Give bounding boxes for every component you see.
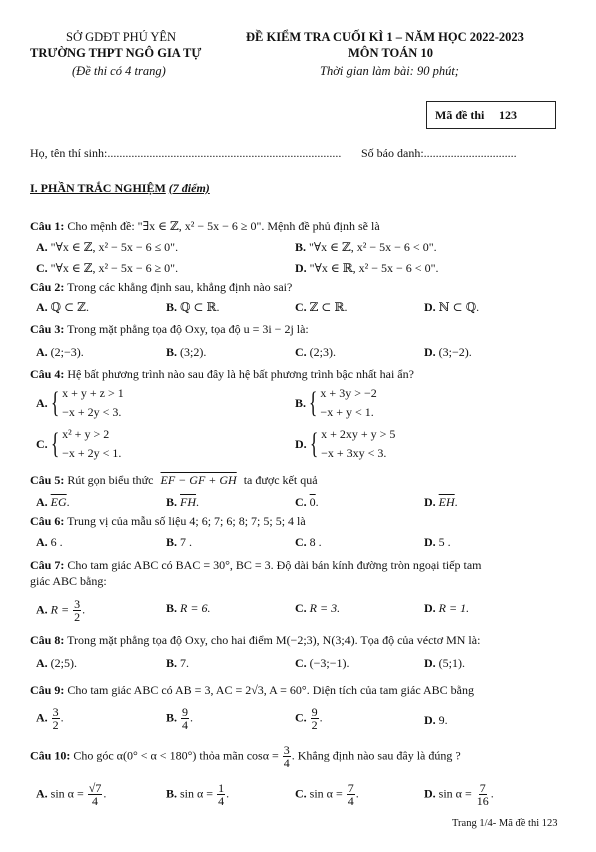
opt-letter: C. <box>36 261 48 275</box>
q5-text-pre: Rút gọn biểu thức <box>67 473 154 487</box>
q8-option-d[interactable] <box>424 656 465 671</box>
opt-letter: C. <box>295 495 307 509</box>
dept-name: SỞ GDĐT PHÚ YÊN <box>66 30 177 44</box>
opt-letter: C. <box>295 786 307 801</box>
q2-option-d[interactable] <box>424 300 479 315</box>
q7-option-d[interactable] <box>424 601 469 616</box>
q6-text: Trung vị của mẫu số liệu 4; 6; 7; 6; 8; 7; 5; 5; 4 là <box>67 514 306 528</box>
q7-text: Cho tam giác ABC có BAC = 30°, BC = 3. Độ dài bán kính đường tròn ngoại tiếp tam <box>67 558 482 572</box>
q9-label: Câu 9: <box>30 683 65 697</box>
q3-d-text: (3;−2). <box>438 345 472 359</box>
q5-option-d[interactable]: D. $\overline{EH}$. <box>424 495 458 509</box>
opt-letter: D. <box>424 786 436 801</box>
opt-letter: A. <box>36 345 48 359</box>
q6-option-d[interactable] <box>424 535 451 550</box>
q1-c-text: "∀x ∈ ℤ, x² − 5x − 6 ≥ 0". <box>50 261 179 275</box>
question-4 <box>30 367 414 382</box>
opt-letter: A. <box>36 535 48 549</box>
q4-option-c[interactable] <box>36 425 121 463</box>
question-10 <box>30 744 461 769</box>
numerator: 9 <box>311 705 318 719</box>
opt-letter: D. <box>424 345 436 359</box>
q3-option-a[interactable] <box>36 345 84 360</box>
exam-time: Thời gian làm bài: 90 phút; <box>320 64 459 78</box>
q7-b-text: R = 6. <box>180 601 211 615</box>
q2-option-c[interactable] <box>295 300 347 315</box>
q10-d-fraction <box>476 782 490 807</box>
q10-label: Câu 10: <box>30 748 71 763</box>
q10-cos-fraction <box>283 744 291 769</box>
q8-option-b[interactable] <box>166 656 189 671</box>
q1-b-text: "∀x ∈ ℤ, x² − 5x − 6 < 0". <box>309 240 437 254</box>
q1-text: Cho mệnh đề: "∃x ∈ ℤ, x² − 5x − 6 ≥ 0". Mệnh đề phủ định sẽ là <box>67 219 380 233</box>
q8-b-text: 7. <box>180 656 190 670</box>
q1-option-c[interactable] <box>36 261 178 276</box>
opt-letter: D. <box>295 261 307 275</box>
q9-option-b[interactable]: B. $\frac{9}{4}$ . <box>166 705 194 732</box>
q2-text: Trong các khẳng định sau, khẳng định nào sai? <box>67 280 293 294</box>
school-name: TRƯỜNG THPT NGÔ GIA TỰ <box>30 46 202 60</box>
q3-text: Trong mặt phẳng tọa độ Oxy, tọa độ u = 3i − 2j là: <box>67 322 309 336</box>
denominator: 4 <box>283 756 290 770</box>
student-name-field: Họ, tên thí sinh:.............................................................................. <box>30 146 342 160</box>
q4-option-b[interactable] <box>295 384 377 422</box>
q4-option-a[interactable] <box>36 384 124 422</box>
denominator: 16 <box>476 794 489 808</box>
q9-option-a[interactable]: A. $\frac{3}{2}$ . <box>36 705 64 732</box>
opt-letter: B. <box>166 345 178 359</box>
q5-option-c[interactable]: C. 0. <box>295 495 319 509</box>
q7-option-b[interactable] <box>166 601 210 616</box>
opt-letter: A. <box>36 240 48 254</box>
q9-option-d[interactable] <box>424 713 448 728</box>
opt-letter: C. <box>295 345 307 359</box>
opt-letter: C. <box>295 601 307 615</box>
q4-c-line1: x² + y > 2 <box>62 427 110 441</box>
q7-label: Câu 7: <box>30 558 65 572</box>
denominator: 4 <box>347 794 354 808</box>
q2-a-text: ℚ ⊂ ℤ. <box>50 300 89 314</box>
q5-a-text: $\overline{EG}$ <box>50 495 67 509</box>
denominator: 4 <box>92 794 99 808</box>
q3-option-c[interactable] <box>295 345 336 360</box>
q1-a-text: "∀x ∈ ℤ, x² − 5x − 6 ≤ 0". <box>50 240 179 254</box>
question-2 <box>30 280 292 295</box>
numerator: √7 <box>88 781 102 795</box>
q9-option-c[interactable]: C. $\frac{9}{2}$ . <box>295 705 323 732</box>
q6-label: Câu 6: <box>30 514 65 528</box>
opt-letter: B. <box>166 656 178 670</box>
numerator: 3 <box>283 743 290 757</box>
section-title <box>30 181 210 196</box>
section-points: (7 điểm) <box>168 181 210 195</box>
q5-b-text: $\overline{FH}$ <box>180 495 197 509</box>
q5-c-text: 0 <box>309 495 316 509</box>
q10-a-fraction <box>88 782 103 807</box>
opt-letter: D. <box>424 535 436 549</box>
q2-option-a[interactable] <box>36 300 89 315</box>
q10-b-fraction <box>217 782 225 807</box>
q10-option-b[interactable]: B. sin α = $\frac{1}{4}$ . <box>166 781 230 808</box>
question-8 <box>30 633 480 648</box>
q1-option-b[interactable] <box>295 240 437 255</box>
q10-c-fraction <box>347 782 355 807</box>
q9-text: Cho tam giác ABC có AB = 3, AC = 2√3, A = 60°. Diện tích của tam giác ABC bằng <box>67 683 475 697</box>
denominator: 2 <box>311 718 318 732</box>
numerator: 3 <box>52 705 59 719</box>
opt-letter: D. <box>424 601 436 615</box>
q2-option-b[interactable] <box>166 300 220 315</box>
q9-c-fraction <box>311 706 319 731</box>
q8-label: Câu 8: <box>30 633 65 647</box>
q6-a-text: 6 . <box>50 535 63 549</box>
q4-text: Hệ bất phương trình nào sau đây là hệ bất phương trình bậc nhất hai ẩn? <box>67 367 414 381</box>
q8-a-text: (2;5). <box>50 656 77 670</box>
pages-note: (Đề thi có 4 trang) <box>72 64 166 78</box>
q3-a-text: (2;−3). <box>50 345 84 359</box>
q6-b-text: 7 . <box>180 535 193 549</box>
q3-c-text: (2;3). <box>309 345 336 359</box>
q8-text: Trong mặt phẳng tọa độ Oxy, cho hai điểm M(−2;3), N(3;4). Tọa độ của véctơ MN là: <box>67 633 481 647</box>
brace-icon: { <box>50 386 60 419</box>
q8-option-c[interactable] <box>295 656 350 671</box>
opt-letter: A. <box>36 656 48 670</box>
opt-letter: A. <box>36 395 48 410</box>
q10-a-sin: sin α = <box>50 786 84 801</box>
q10-option-a[interactable]: A. sin α = $\frac{√7}{4}$ . <box>36 781 107 808</box>
brace-icon: { <box>50 427 60 460</box>
exam-title: ĐỀ KIỂM TRA CUỐI KÌ 1 – NĂM HỌC 2022-2023 <box>246 30 524 44</box>
question-5 <box>30 473 318 488</box>
q1-option-a[interactable] <box>36 240 178 255</box>
opt-letter: C. <box>295 656 307 670</box>
q9-b-fraction <box>181 706 189 731</box>
q7-c-text: R = 3. <box>309 601 341 615</box>
q7-option-a[interactable]: A. R = $\frac{3}{2}$ . <box>36 597 86 624</box>
page-footer: Trang 1/4- Mã đề thi 123 <box>452 818 558 829</box>
q1-d-text: "∀x ∈ ℝ, x² − 5x − 6 < 0". <box>309 261 439 275</box>
exam-code-label: Mã đề thi <box>435 108 485 122</box>
q3-option-d[interactable] <box>424 345 472 360</box>
opt-letter: C. <box>295 535 307 549</box>
q10-b-sin: sin α = <box>180 786 214 801</box>
q6-option-a[interactable] <box>36 535 63 550</box>
question-3 <box>30 322 309 337</box>
question-7-cont: giác ABC bằng: <box>30 574 107 588</box>
opt-letter: D. <box>424 713 436 727</box>
q10-d-sin: sin α = <box>438 786 472 801</box>
numerator: 7 <box>479 781 486 795</box>
opt-letter: B. <box>166 300 178 314</box>
q4-b-line1: x + 3y > −2 <box>320 386 377 400</box>
q10-text-pre: Cho góc α(0° < α < 180°) thỏa mãn cosα = <box>73 748 279 763</box>
q4-d-line2: −x + 3xy < 3. <box>321 446 387 460</box>
q7-a-pre: R = <box>50 602 70 617</box>
q9-d-text: 9. <box>438 713 448 727</box>
exam-code-box <box>426 101 556 129</box>
q5-option-a[interactable]: A. $\overline{EG}$. <box>36 495 70 509</box>
q1-option-d[interactable] <box>295 261 438 276</box>
numerator: 9 <box>182 705 189 719</box>
opt-letter: C. <box>36 436 48 451</box>
brace-icon: { <box>308 386 318 419</box>
opt-letter: A. <box>36 300 48 314</box>
numerator: 7 <box>347 781 354 795</box>
student-id-field: Số báo danh:............................... <box>361 146 517 160</box>
opt-letter: D. <box>424 495 436 509</box>
brace-icon: { <box>309 427 319 460</box>
q10-c-sin: sin α = <box>309 786 343 801</box>
q4-option-d[interactable] <box>295 425 395 463</box>
denominator: 4 <box>218 794 225 808</box>
opt-letter: C. <box>295 300 307 314</box>
opt-letter: A. <box>36 710 48 725</box>
q7-option-c[interactable] <box>295 601 340 616</box>
q2-c-text: ℤ ⊂ ℝ. <box>309 300 348 314</box>
opt-letter: B. <box>166 535 178 549</box>
q4-b-line2: −x + y < 1. <box>320 405 374 419</box>
opt-letter: A. <box>36 495 48 509</box>
q5-d-text: $\overline{EH}$ <box>438 495 455 509</box>
q1-label: Câu 1: <box>30 219 65 233</box>
q5-option-b[interactable]: B. $\overline{FH}$. <box>166 495 200 509</box>
question-7 <box>30 558 482 573</box>
opt-letter: A. <box>36 786 48 801</box>
q3-b-text: (3;2). <box>180 345 207 359</box>
question-9 <box>30 683 474 698</box>
q4-a-line1: x + y + z > 1 <box>62 386 124 400</box>
q5-label: Câu 5: <box>30 473 65 487</box>
question-1 <box>30 219 380 234</box>
opt-letter: B. <box>166 495 178 509</box>
denominator: 4 <box>182 718 189 732</box>
opt-letter: B. <box>166 710 178 725</box>
q5-text-post: ta được kết quả <box>243 473 318 487</box>
q4-a-line2: −x + 2y < 3. <box>62 405 122 419</box>
q2-b-text: ℚ ⊂ ℝ. <box>180 300 220 314</box>
q2-d-text: ℕ ⊂ ℚ. <box>438 300 480 314</box>
question-6 <box>30 514 306 529</box>
opt-letter: B. <box>166 601 178 615</box>
denominator: 2 <box>52 718 59 732</box>
q6-c-text: 8 . <box>309 535 322 549</box>
q4-d-line1: x + 2xy + y > 5 <box>321 427 396 441</box>
opt-letter: B. <box>295 240 307 254</box>
denominator: 2 <box>74 610 81 624</box>
opt-letter: B. <box>295 395 307 410</box>
q3-label: Câu 3: <box>30 322 65 336</box>
section-title-text: I. PHẦN TRẮC NGHIỆM <box>30 181 166 195</box>
q7-d-text: R = 1. <box>438 601 470 615</box>
q8-option-a[interactable] <box>36 656 77 671</box>
q2-label: Câu 2: <box>30 280 65 294</box>
numerator: 3 <box>74 597 81 611</box>
q3-option-b[interactable] <box>166 345 206 360</box>
opt-letter: B. <box>166 786 178 801</box>
q4-c-line2: −x + 2y < 1. <box>62 446 122 460</box>
opt-letter: D. <box>424 656 436 670</box>
q10-option-c[interactable]: C. sin α = $\frac{7}{4}$ . <box>295 781 359 808</box>
q6-option-b[interactable] <box>166 535 192 550</box>
q5-expr: EF − GF + GH <box>160 473 237 487</box>
opt-letter: D. <box>295 436 307 451</box>
numerator: 1 <box>218 781 225 795</box>
exam-code-value: 123 <box>499 108 517 122</box>
q6-d-text: 5 . <box>438 535 451 549</box>
q6-option-c[interactable] <box>295 535 322 550</box>
q8-d-text: (5;1). <box>438 656 465 670</box>
q8-c-text: (−3;−1). <box>309 656 350 670</box>
opt-letter: D. <box>424 300 436 314</box>
q4-label: Câu 4: <box>30 367 65 381</box>
q10-option-d[interactable]: D. sin α = $\frac{7}{16}$ . <box>424 781 494 808</box>
opt-letter: A. <box>36 602 48 617</box>
q7-a-fraction <box>73 598 81 623</box>
opt-letter: C. <box>295 710 307 725</box>
subject-title: MÔN TOÁN 10 <box>348 46 433 60</box>
q10-text-post: . Khẳng định nào sau đây là đúng ? <box>291 748 461 763</box>
q9-a-fraction <box>52 706 60 731</box>
